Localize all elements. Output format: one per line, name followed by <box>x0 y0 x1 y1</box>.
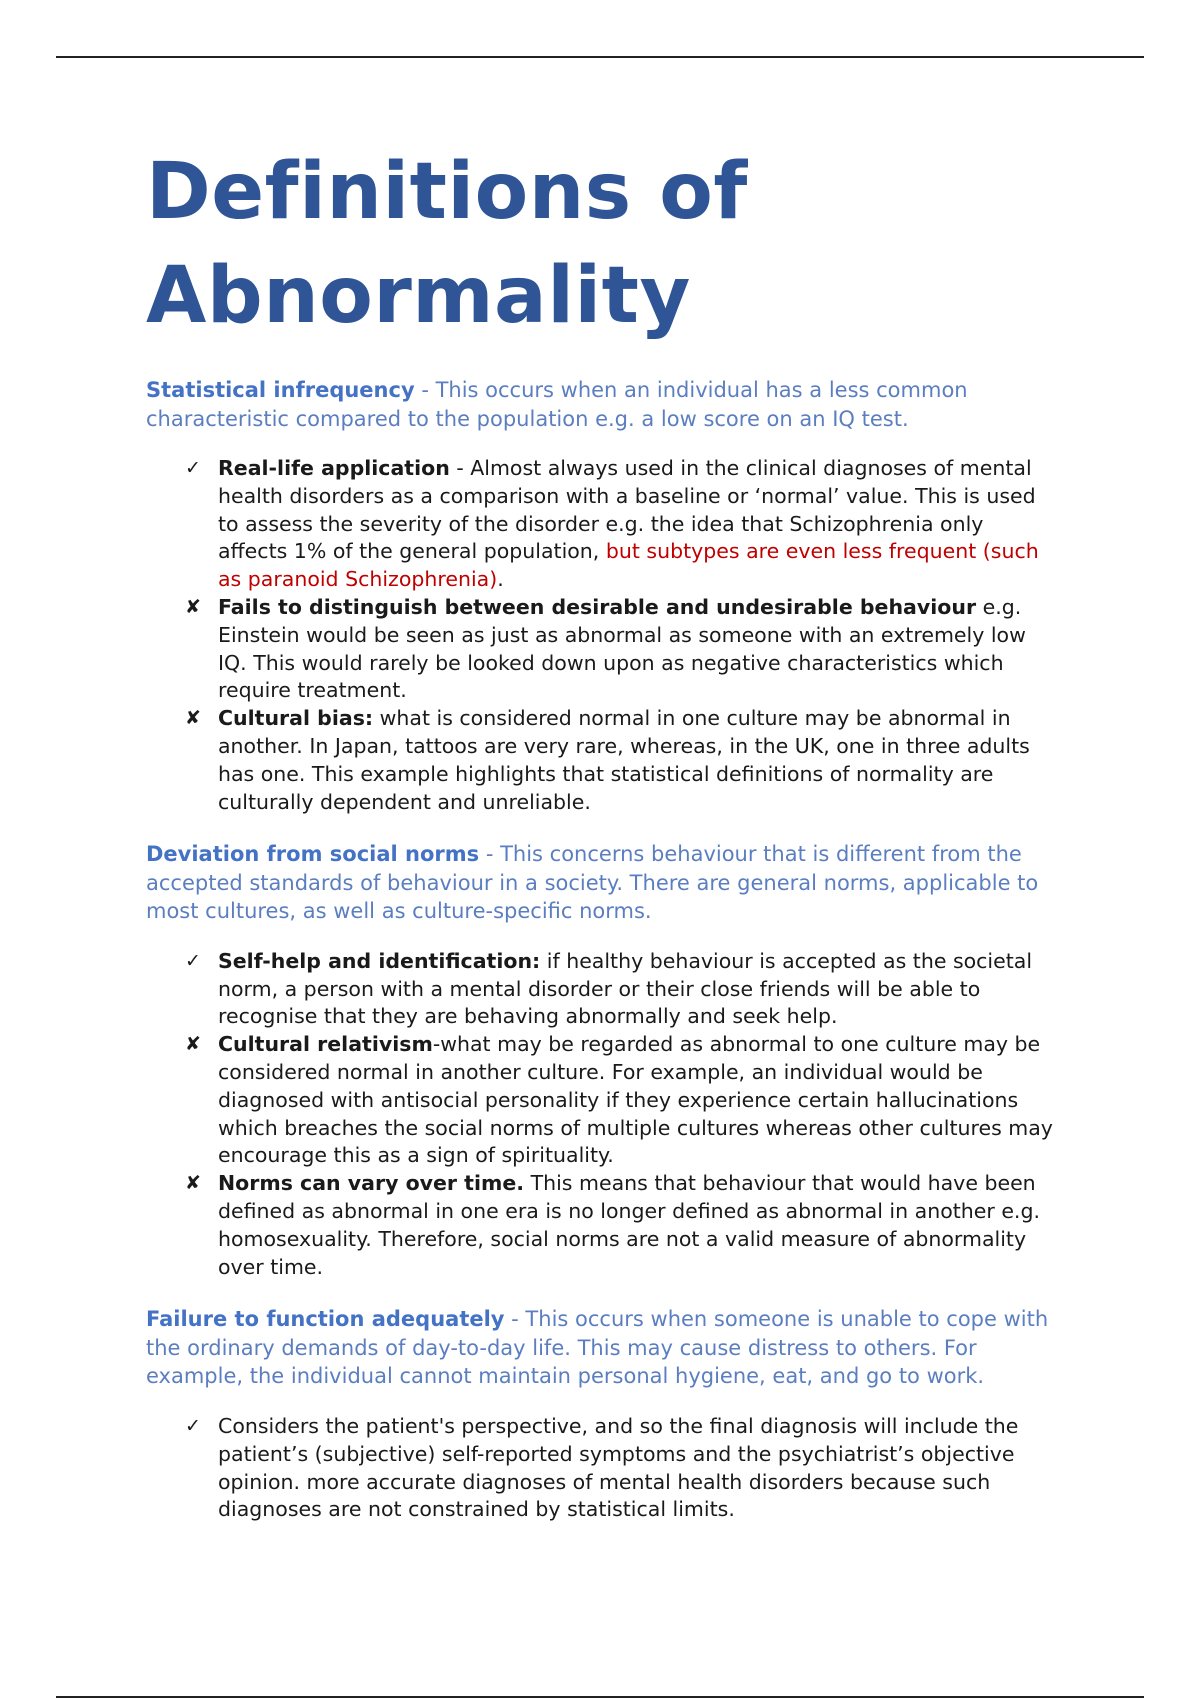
section-term: Deviation from social norms <box>146 842 480 867</box>
list-item <box>185 1170 1056 1281</box>
point-lead: Cultural relativism <box>218 1032 433 1057</box>
point-lead: Norms can vary over time. <box>218 1171 525 1196</box>
section-term: Statistical infrequency <box>146 378 415 402</box>
point-lead: Fails to distinguish between desirable and undesirable behaviour <box>218 594 977 619</box>
point-text: what is considered normal in one culture may be abnormal in another. In Japan, tattoos are very rare, whereas, in the UK, one in three adults has one. This example highlights that statistical definitions of normality are culturally dependent and unreliable. <box>218 706 1030 814</box>
section-intro <box>146 840 1056 926</box>
list-item <box>185 455 1056 594</box>
cross-icon: ✘ <box>185 707 201 730</box>
top-rule <box>56 56 1144 58</box>
cross-icon: ✘ <box>185 1172 201 1195</box>
point-text: - Almost always used in the clinical diagnoses of mental health disorders as a comparison with a baseline or ‘normal’ value. This is used to assess the severity of the disorder e.g. the idea that Schizophrenia only affects 1% of the general population, <box>218 456 1036 564</box>
title-line-1: Definitions of <box>146 147 748 237</box>
list-item <box>185 948 1056 1031</box>
section-deviation-from-social-norms <box>146 840 1056 1281</box>
list-item <box>185 1031 1056 1170</box>
check-icon: ✓ <box>185 457 201 479</box>
point-tail: . <box>497 567 504 592</box>
evaluation-list <box>146 455 1056 816</box>
page-title <box>146 140 1056 348</box>
point-emphasis: but subtypes are even less frequent (such as paranoid Schizophrenia) <box>218 539 1039 592</box>
point-text: Considers the patient's perspective, and so the final diagnosis will include the patient’s (subjective) self-reported symptoms and the psychiatrist’s objective opinion. more accurate diagnoses of mental health disorders because such diagnoses are not constrained by statistical limits. <box>218 1413 1019 1522</box>
section-intro <box>146 1305 1056 1391</box>
list-item <box>185 594 1056 705</box>
point-text: e.g. Einstein would be seen as just as abnormal as someone with an extremely low IQ. This would rarely be looked down upon as negative characteristics which require treatment. <box>218 594 1026 703</box>
list-item <box>185 1413 1056 1524</box>
section-failure-to-function-adequately <box>146 1305 1056 1524</box>
check-icon: ✓ <box>185 1414 201 1437</box>
cross-icon: ✘ <box>185 1033 201 1056</box>
point-text: if healthy behaviour is accepted as the societal norm, a person with a mental disorder or their close friends will be able to recognise that they are behaving abnormally and seek help. <box>218 948 1033 1029</box>
title-line-2: Abnormality <box>146 251 691 341</box>
list-item <box>185 705 1056 816</box>
point-lead: Self-help and identification: <box>218 948 541 973</box>
cross-icon: ✘ <box>185 595 201 618</box>
section-statistical-infrequency <box>146 376 1056 816</box>
document-body <box>146 140 1056 1524</box>
point-lead: Cultural bias: <box>218 706 374 731</box>
section-intro <box>146 376 1056 433</box>
evaluation-list <box>146 1413 1056 1524</box>
point-lead: Real-life application <box>218 456 450 480</box>
section-definition: - This concerns behaviour that is different from the accepted standards of behaviour in a society. There are general norms, applicable to most cultures, as well as culture-specific norms. <box>146 842 1039 924</box>
section-definition: - This occurs when an individual has a less common characteristic compared to the population e.g. a low score on an IQ test. <box>146 378 968 431</box>
section-definition: - This occurs when someone is unable to cope with the ordinary demands of day-to-day life. This may cause distress to others. For example, the individual cannot maintain personal hygiene, eat, and go to work. <box>146 1307 1049 1389</box>
check-icon: ✓ <box>185 949 201 972</box>
evaluation-list <box>146 948 1056 1282</box>
point-text: This means that behaviour that would have been defined as abnormal in one era is no longer defined as abnormal in another e.g. homosexuality. Therefore, social norms are not a valid measure of abnormality over time. <box>218 1171 1040 1279</box>
section-term: Failure to function adequately <box>146 1307 505 1332</box>
point-text: -what may be regarded as abnormal to one culture may be considered normal in another culture. For example, an individual would be diagnosed with antisocial personality if they experience certain hallucinations which breaches the social norms of multiple cultures whereas other cultures may encourage this as a sign of spirituality. <box>218 1032 1053 1168</box>
bottom-rule <box>56 1696 1144 1698</box>
